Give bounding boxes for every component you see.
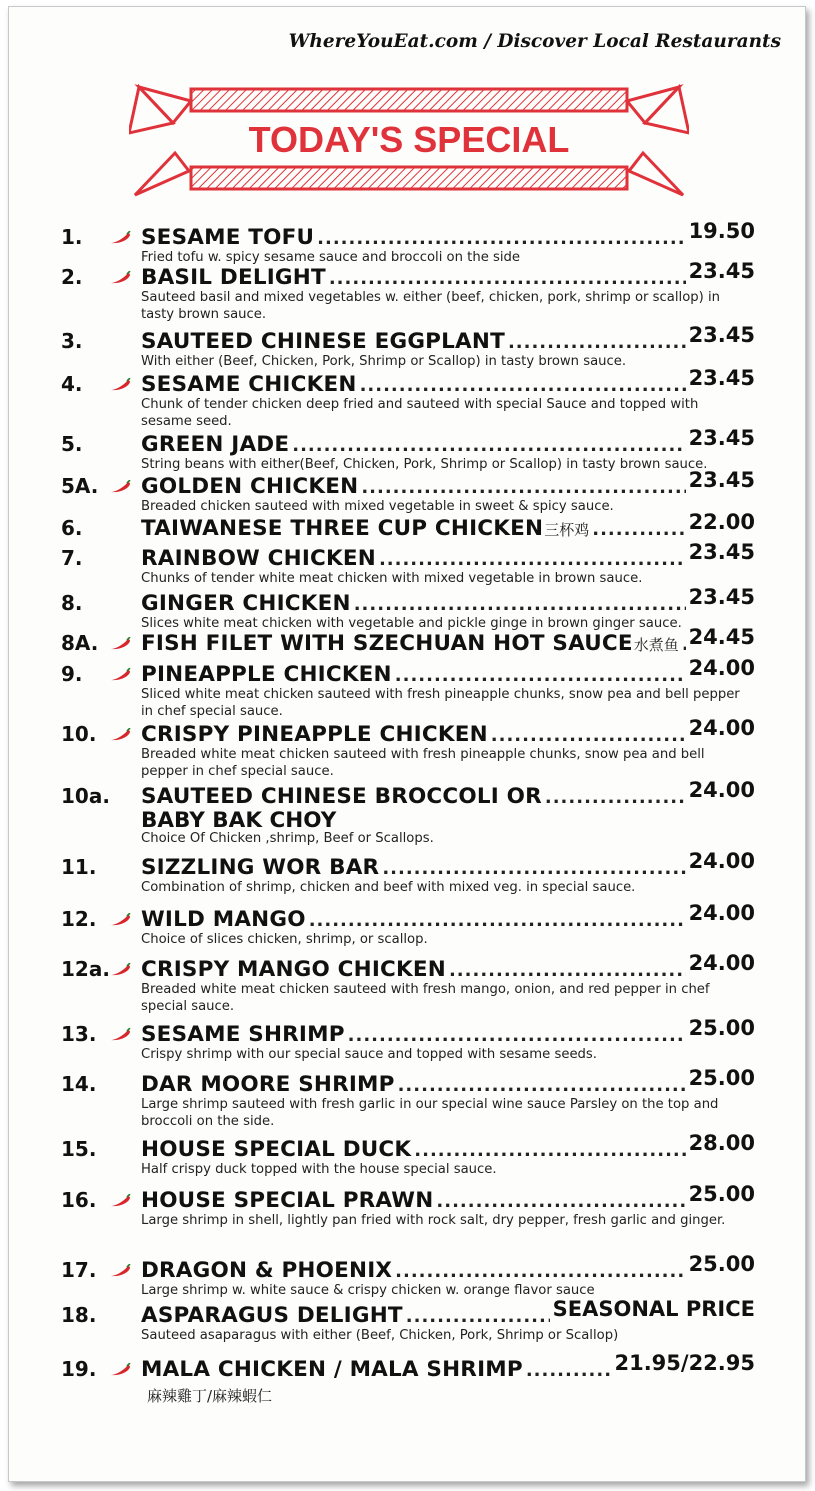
item-number: 9.: [61, 662, 83, 686]
item-number: 5A.: [61, 474, 99, 498]
item-name: CRISPY MANGO CHICKEN: [141, 957, 446, 982]
item-description: Crispy shrimp with our special sauce and topped with sesame seeds.: [141, 1047, 597, 1062]
item-name: ASPARAGUS DELIGHT: [141, 1303, 403, 1328]
item-description: Sauteed asaparagus with either (Beef, Chicken, Pork, Shrimp or Scallop): [141, 1328, 619, 1343]
leader-dots: [414, 1140, 685, 1161]
item-name: RAINBOW CHICKEN: [141, 546, 376, 571]
item-description: Breaded white meat chicken sauteed with fresh mango, onion, and red pepper in chef special sauce.: [141, 982, 710, 1014]
leader-dots: [526, 1360, 612, 1381]
item-price: 24.00: [688, 951, 755, 975]
item-name: CRISPY PINEAPPLE CHICKEN: [141, 722, 488, 747]
item-price: 23.45: [688, 366, 755, 390]
item-number: 12.: [61, 907, 97, 931]
hot-pepper-icon: [109, 1363, 131, 1377]
item-number: 10a.: [61, 784, 110, 808]
hot-pepper-icon: [109, 1028, 131, 1042]
item-price: 24.00: [688, 656, 755, 680]
leader-dots: [449, 960, 686, 981]
item-price: 19.50: [688, 219, 755, 243]
item-number: 19.: [61, 1357, 97, 1381]
item-number: 7.: [61, 546, 83, 570]
item-price: 25.00: [688, 1066, 755, 1090]
item-description: String beans with either(Beef, Chicken, Pork, Shrimp or Scallop) in tasty brown sauce.: [141, 457, 708, 472]
item-number: 8A.: [61, 631, 99, 655]
leader-dots: [360, 375, 686, 396]
leader-dots: [309, 910, 686, 931]
leader-dots: [398, 1075, 686, 1096]
item-price: 25.00: [688, 1252, 755, 1276]
leader-dots: [545, 787, 686, 808]
hot-pepper-icon: [109, 637, 131, 651]
item-price: 21.95/22.95: [614, 1351, 755, 1375]
item-price: 23.45: [688, 585, 755, 609]
item-chinese-name: 水煮鱼: [633, 636, 679, 654]
item-description: Chunks of tender white meat chicken with mixed vegetable in brown sauce.: [141, 571, 643, 586]
item-description: Breaded white meat chicken sauteed with fresh pineapple chunks, snow pea and bell pepper in chef special sauce.: [141, 747, 705, 779]
menu-list: [9, 7, 805, 1481]
item-description: Half crispy duck topped with the house special sauce.: [141, 1162, 497, 1177]
item-number: 14.: [61, 1072, 97, 1096]
item-description: Choice Of Chicken ,shrimp, Beef or Scallops.: [141, 831, 434, 846]
item-number: 4.: [61, 372, 83, 396]
item-description: Fried tofu w. spicy sesame sauce and broccoli on the side: [141, 250, 521, 265]
item-description: Breaded chicken sauteed with mixed vegetable in sweet & spicy sauce.: [141, 499, 614, 514]
item-name: HOUSE SPECIAL PRAWN: [141, 1188, 434, 1213]
hot-pepper-icon: [109, 963, 131, 977]
item-price: 24.00: [688, 716, 755, 740]
leader-dots: [292, 435, 685, 456]
item-number: 18.: [61, 1303, 97, 1327]
item-price: 23.45: [688, 426, 755, 450]
item-name: BASIL DELIGHT: [141, 265, 326, 290]
item-chinese-subtitle: 麻辣雞丁/麻辣蝦仁: [147, 1387, 273, 1405]
item-description: Combination of shrimp, chicken and beef with mixed veg. in special sauce.: [141, 880, 636, 895]
item-number: 16.: [61, 1188, 97, 1212]
banner-title: TODAY'S SPECIAL: [248, 119, 570, 160]
leader-dots: [491, 725, 686, 746]
leader-dots: [406, 1306, 550, 1327]
item-number: 10.: [61, 722, 97, 746]
leader-dots: [329, 268, 686, 289]
item-number: 2.: [61, 265, 83, 289]
item-description: Sauteed basil and mixed vegetables w. either (beef, chicken, pork, shrimp or scallop) in tasty brown sauce.: [141, 290, 720, 322]
item-description: Large shrimp in shell, lightly pan fried with rock salt, dry pepper, fresh garlic and ginger.: [141, 1213, 726, 1228]
leader-dots: [379, 549, 686, 570]
item-description: Sliced white meat chicken sauteed with fresh pineapple chunks, snow pea and bell pepper in chef special sauce.: [141, 687, 740, 719]
item-name: GINGER CHICKEN: [141, 591, 351, 616]
item-name: SESAME TOFU: [141, 225, 315, 250]
hot-pepper-icon: [109, 913, 131, 927]
item-name: MALA CHICKEN / MALA SHRIMP: [141, 1357, 523, 1382]
leader-dots: [354, 594, 686, 615]
hot-pepper-icon: [109, 271, 131, 285]
item-number: 3.: [61, 329, 83, 353]
hot-pepper-icon: [109, 1264, 131, 1278]
leader-dots: [436, 1191, 685, 1212]
item-name: WILD MANGO: [141, 907, 306, 932]
item-description: Slices white meat chicken with vegetable and pickle ginge in brown ginger sauce.: [141, 616, 682, 631]
item-chinese-name: 三杯鸡: [544, 521, 590, 539]
hot-pepper-icon: [109, 480, 131, 494]
item-price: 25.00: [688, 1016, 755, 1040]
leader-dots: [592, 519, 685, 540]
item-price: 22.00: [688, 510, 755, 534]
item-number: 6.: [61, 516, 83, 540]
menu-page: [8, 6, 806, 1482]
item-name: SAUTEED CHINESE BROCCOLI OR: [141, 784, 542, 809]
item-name: SESAME CHICKEN: [141, 372, 357, 397]
item-number: 5.: [61, 432, 83, 456]
item-number: 13.: [61, 1022, 97, 1046]
item-name: HOUSE SPECIAL DUCK: [141, 1137, 412, 1162]
leader-dots: [395, 1261, 685, 1282]
leader-dots: [395, 665, 686, 686]
item-name: DAR MOORE SHRIMP: [141, 1072, 395, 1097]
item-name: GREEN JADE: [141, 432, 290, 457]
item-name: FISH FILET WITH SZECHUAN HOT SAUCE: [141, 631, 633, 656]
leader-dots: [361, 477, 685, 498]
item-number: 8.: [61, 591, 83, 615]
item-price: 28.00: [688, 1131, 755, 1155]
item-description: Chunk of tender chicken deep fried and sauteed with special Sauce and topped with sesame seed.: [141, 397, 699, 429]
item-name: TAIWANESE THREE CUP CHICKEN: [141, 516, 544, 541]
item-price: 23.45: [688, 468, 755, 492]
item-price: 23.45: [688, 540, 755, 564]
item-description: Large shrimp sauteed with fresh garlic in our special wine sauce Parsley on the top and broccoli on the side.: [141, 1097, 719, 1129]
item-name: DRAGON & PHOENIX: [141, 1258, 393, 1283]
item-price: 24.00: [688, 849, 755, 873]
item-name-line2: BABY BAK CHOY: [141, 808, 337, 833]
leader-dots: [508, 332, 686, 353]
item-number: 11.: [61, 855, 97, 879]
item-price: 23.45: [688, 259, 755, 283]
item-price: 24.45: [688, 625, 755, 649]
item-name: PINEAPPLE CHICKEN: [141, 662, 392, 687]
item-price: SEASONAL PRICE: [552, 1297, 755, 1321]
item-price: 24.00: [688, 901, 755, 925]
item-description: Choice of slices chicken, shrimp, or scallop.: [141, 932, 428, 947]
hot-pepper-icon: [109, 378, 131, 392]
hot-pepper-icon: [109, 1194, 131, 1208]
item-name: SESAME SHRIMP: [141, 1022, 345, 1047]
leader-dots: [382, 858, 685, 879]
item-number: 12a.: [61, 957, 110, 981]
item-name: SIZZLING WOR BAR: [141, 855, 380, 880]
leader-dots: [317, 228, 685, 249]
item-name: GOLDEN CHICKEN: [141, 474, 359, 499]
item-number: 1.: [61, 225, 83, 249]
hot-pepper-icon: [109, 231, 131, 245]
item-number: 15.: [61, 1137, 97, 1161]
leader-dots: [348, 1025, 686, 1046]
watermark: WhereYouEat.com / Discover Local Restaurants: [288, 31, 781, 52]
item-description: Large shrimp w. white sauce & crispy chicken w. orange flavor sauce: [141, 1283, 595, 1298]
hot-pepper-icon: [109, 668, 131, 682]
item-price: 25.00: [688, 1182, 755, 1206]
leader-dots: [682, 634, 686, 655]
item-price: 24.00: [688, 778, 755, 802]
item-price: 23.45: [688, 323, 755, 347]
hot-pepper-icon: [109, 728, 131, 742]
item-description: With either (Beef, Chicken, Pork, Shrimp or Scallop) in tasty brown sauce.: [141, 354, 627, 369]
item-number: 17.: [61, 1258, 97, 1282]
item-name: SAUTEED CHINESE EGGPLANT: [141, 329, 505, 354]
